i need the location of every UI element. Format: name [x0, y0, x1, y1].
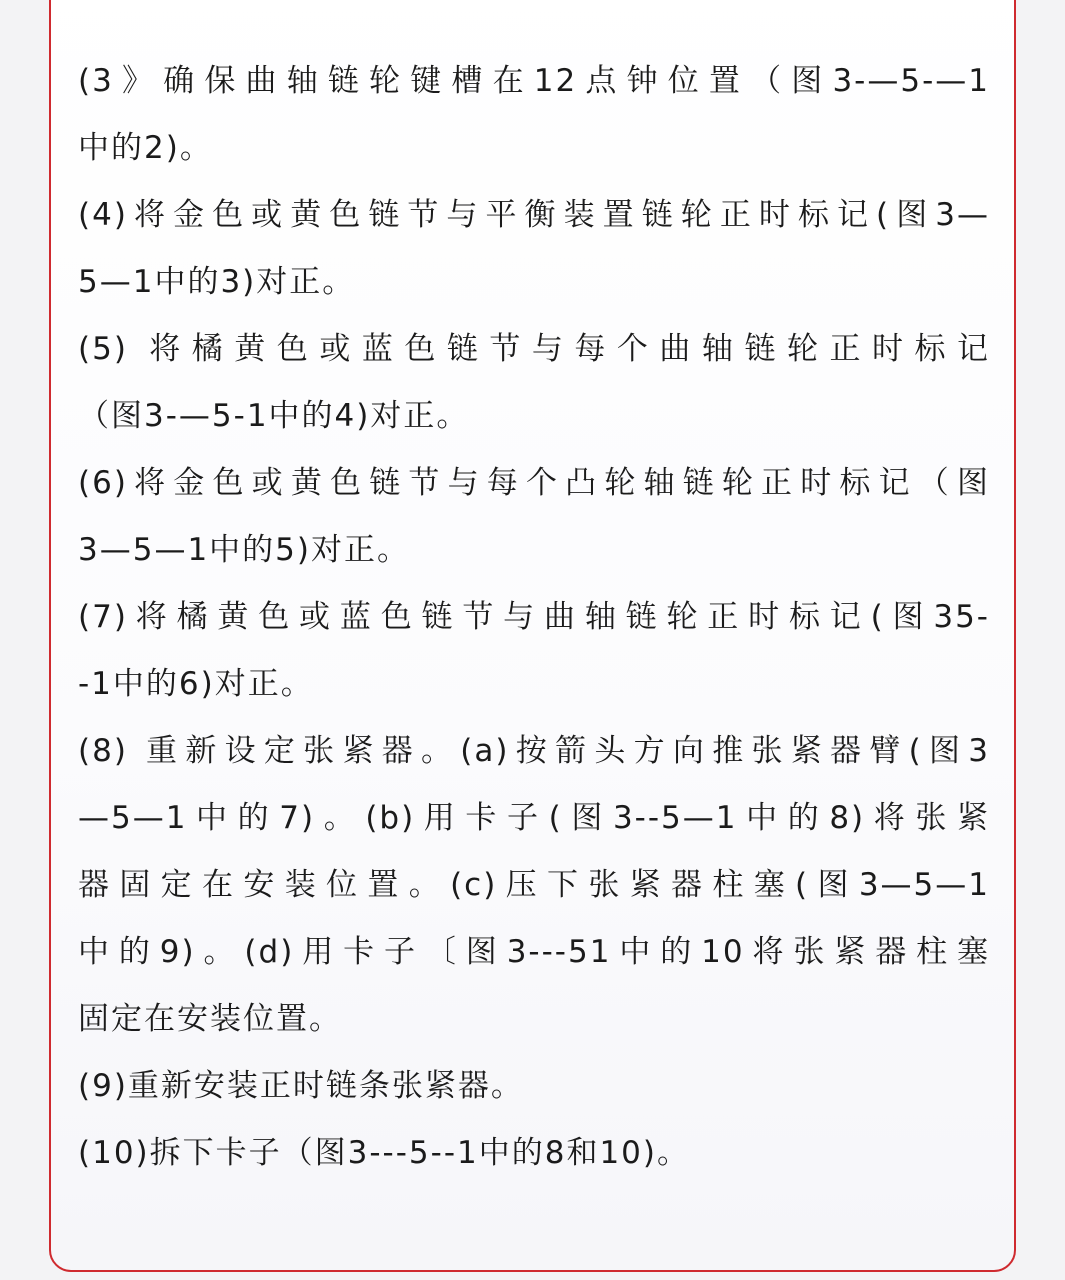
- text-line: 器固定在安装位置。(c)压下张紧器柱塞(图3—5—1: [78, 867, 990, 903]
- text-line: 中的2)。: [78, 130, 213, 166]
- text-line: 中的9)。(d)用卡子〔图3---51中的10将张紧器柱塞: [78, 934, 990, 970]
- text-line: (5) 将橘黄色或蓝色链节与每个曲轴链轮正时标记: [78, 331, 990, 367]
- text-line: (3》确保曲轴链轮键槽在12点钟位置（图3-—5-—1: [78, 63, 990, 99]
- text-line: （图3-—5-1中的4)对正。: [78, 398, 470, 434]
- text-line: 固定在安装位置。: [78, 1001, 342, 1037]
- text-line: (9)重新安装正时链条张紧器。: [78, 1068, 524, 1104]
- text-line: (10)拆下卡子（图3---5--1中的8和10)。: [78, 1135, 690, 1171]
- text-line: (8) 重新设定张紧器。(a)按箭头方向推张紧器臂(图3: [78, 733, 990, 769]
- text-line: —5—1中的7)。(b)用卡子(图3--5—1中的8)将张紧: [78, 800, 990, 836]
- text-line: 5—1中的3)对正。: [78, 264, 356, 300]
- text-line: (7)将橘黄色或蓝色链节与曲轴链轮正时标记(图35-: [78, 599, 990, 635]
- text-line: -1中的6)对正。: [78, 666, 314, 702]
- text-line: 3—5—1中的5)对正。: [78, 532, 410, 568]
- text-line: (4)将金色或黄色链节与平衡装置链轮正时标记(图3—: [78, 197, 990, 233]
- text-line: (6)将金色或黄色链节与每个凸轮轴链轮正时标记（图: [78, 465, 990, 501]
- instruction-text: [78, 48, 990, 1187]
